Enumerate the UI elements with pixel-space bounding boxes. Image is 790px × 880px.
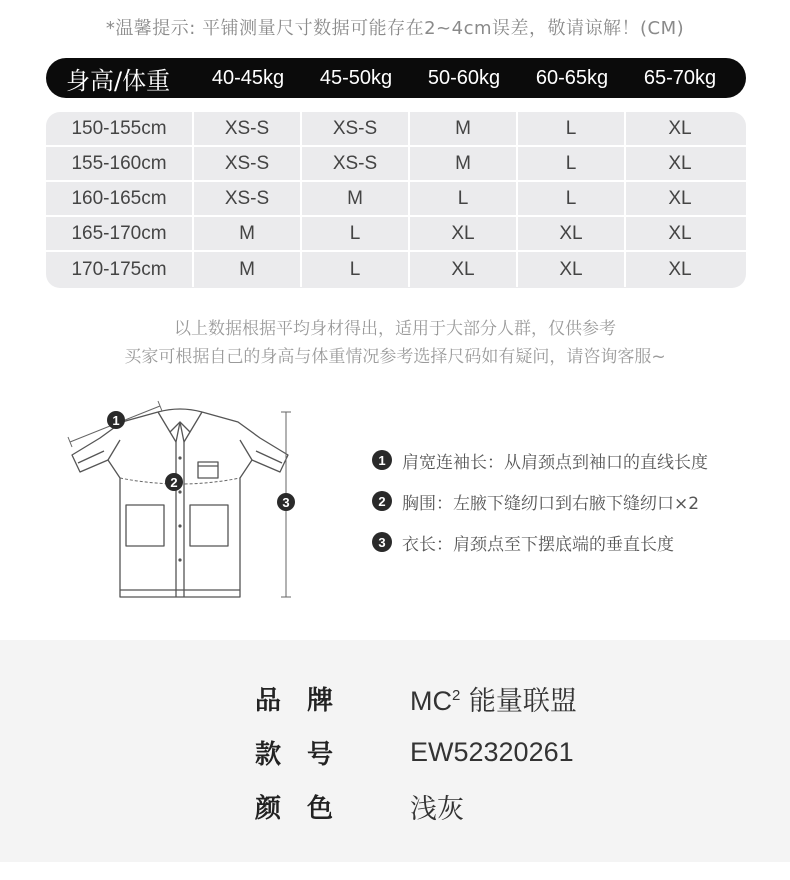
height-cell: 160-165cm xyxy=(46,182,194,215)
size-cell: L xyxy=(518,182,626,215)
size-cell: XL xyxy=(668,117,692,139)
color-label: 颜色 xyxy=(255,793,360,824)
header-weight-col: 65-70kg xyxy=(643,66,717,89)
legend-item xyxy=(372,448,708,472)
height-cell: 170-175cm xyxy=(46,252,194,287)
brand-label: 品牌 xyxy=(255,685,360,716)
size-cell: XL xyxy=(410,252,518,287)
header-weight-col: 50-60kg xyxy=(427,66,501,89)
size-cell: L xyxy=(518,112,626,145)
size-cell: XL xyxy=(668,258,692,280)
size-cell: XS-S xyxy=(302,112,410,145)
legend-text: 衣长：肩颈点至下摆底端的垂直长度 xyxy=(402,534,674,555)
height-cell: 165-170cm xyxy=(46,217,194,250)
brand-value: $MC^2$ 能量联盟 xyxy=(410,685,577,717)
size-cell: M xyxy=(410,147,518,180)
reference-note: 以上数据根据平均身材得出，适用于大部分人群，仅供参考 xyxy=(174,319,616,339)
model-value: EW52320261 xyxy=(410,736,574,767)
table-row xyxy=(46,147,746,182)
size-cell: L xyxy=(518,147,626,180)
legend-text: 肩宽连袖长：从肩颈点到袖口的直线长度 xyxy=(402,452,708,473)
header-weight-col: 45-50kg xyxy=(319,66,393,89)
size-cell: XS-S xyxy=(194,182,302,215)
color-row xyxy=(0,786,790,826)
number-badge-icon: 2 xyxy=(372,491,392,511)
size-cell: XL xyxy=(410,217,518,250)
table-row xyxy=(46,112,746,147)
size-cell: XL xyxy=(518,252,626,287)
header-height-weight: 身高/体重 xyxy=(66,66,171,95)
customer-service-note: 买家可根据自己的身高与体重情况参考选择尺码如有疑问，请咨询客服~ xyxy=(124,347,666,367)
size-cell: L xyxy=(410,182,518,215)
size-cell: XL xyxy=(668,187,692,209)
number-badge-icon: 1 xyxy=(372,450,392,470)
header-weight-col: 40-45kg xyxy=(211,66,285,89)
size-cell: XS-S xyxy=(302,147,410,180)
table-row xyxy=(46,252,746,287)
height-cell: 155-160cm xyxy=(46,147,194,180)
marker-two-icon xyxy=(165,473,183,491)
brand-row xyxy=(0,678,790,718)
header-weight-col: 60-65kg xyxy=(535,66,609,89)
garment-measurement-diagram xyxy=(60,400,310,605)
size-cell: M xyxy=(302,182,410,215)
measurement-notice: *温馨提示: 平铺测量尺寸数据可能存在2~4cm误差，敬请谅解！(CM) xyxy=(105,18,685,39)
size-cell: XL xyxy=(518,217,626,250)
robe-illustration xyxy=(60,400,310,605)
svg-text:1: 1 xyxy=(112,413,120,428)
model-label: 款号 xyxy=(255,739,360,770)
svg-text:3: 3 xyxy=(282,495,290,510)
size-cell: XL xyxy=(668,222,692,244)
svg-text:2: 2 xyxy=(170,475,178,490)
marker-three-icon xyxy=(277,493,295,511)
table-row xyxy=(46,217,746,252)
measurement-legend xyxy=(372,448,708,571)
marker-one-icon xyxy=(107,411,125,429)
size-cell: M xyxy=(194,217,302,250)
number-badge-icon: 3 xyxy=(372,532,392,552)
size-cell: XL xyxy=(668,152,692,174)
model-row xyxy=(0,732,790,772)
size-table-header xyxy=(46,58,746,98)
height-cell: 150-155cm xyxy=(46,112,194,145)
size-cell: XS-S xyxy=(194,112,302,145)
size-cell: L xyxy=(302,252,410,287)
size-cell: L xyxy=(302,217,410,250)
size-cell: M xyxy=(410,112,518,145)
legend-item xyxy=(372,489,708,513)
legend-text: 胸围：左腋下缝纫口到右腋下缝纫口×2 xyxy=(402,493,700,514)
table-row xyxy=(46,182,746,217)
legend-item xyxy=(372,530,708,554)
size-cell: M xyxy=(194,252,302,287)
color-value: 浅灰 xyxy=(410,793,464,824)
size-cell: XS-S xyxy=(194,147,302,180)
product-info-panel xyxy=(0,640,790,862)
size-table-body xyxy=(46,112,746,288)
